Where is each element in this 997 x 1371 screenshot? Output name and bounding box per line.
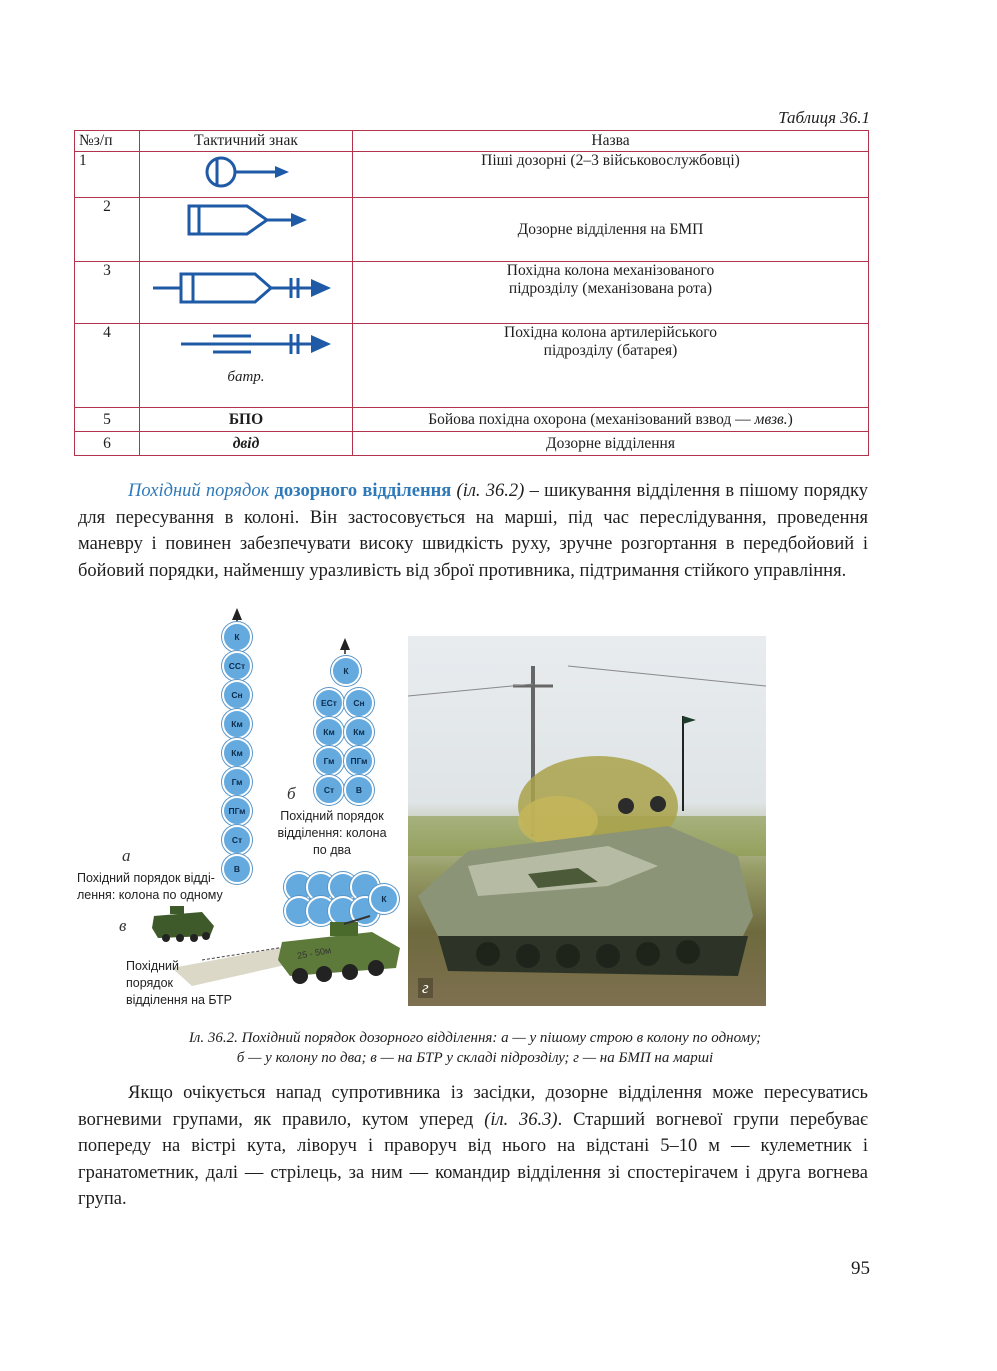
label-b: [267, 808, 397, 859]
soldier-circle: Гм: [222, 767, 252, 797]
term-italic: Похідний порядок: [128, 481, 270, 501]
caption-line: Іл. 36.2. Похідний порядок дозорного відділення: а — у пішому строю в колону по одному;: [188, 1030, 762, 1046]
row-name: Дозорне відділення: [353, 432, 869, 456]
row-number: 1: [75, 152, 140, 198]
table-caption: Таблиця 36.1: [778, 108, 870, 127]
figure-caption: [120, 1028, 830, 1068]
label-line: Похідний: [126, 959, 179, 973]
row-name: [353, 262, 869, 324]
label-a-letter: а: [122, 846, 131, 865]
sign-foot-patrol-icon: [140, 152, 353, 198]
row-name-line: Похідна колона механізованого: [506, 262, 715, 279]
row-number: 3: [75, 262, 140, 324]
soldier-circle: Км: [314, 717, 344, 747]
soldier-circle: ПГм: [222, 796, 252, 826]
soldier-circle: К: [369, 884, 399, 914]
soldier-circle: К: [222, 622, 252, 652]
bmp-vehicle-image: [408, 636, 766, 1006]
table-row: [75, 324, 869, 408]
soldier-circle: Сн: [344, 688, 374, 718]
row-name: [353, 408, 869, 432]
row-name-abbr: мвзв.: [754, 410, 788, 428]
label-line: порядок: [126, 976, 174, 990]
paragraph-1: [78, 478, 868, 584]
soldier-circle: Км: [222, 709, 252, 739]
sign-mechanized-column-icon: [140, 262, 353, 324]
label-line: Похідний порядок відді-: [77, 871, 215, 885]
soldier-circle: К: [331, 656, 361, 686]
paragraph-text: Якщо очікується напад супротивника із засідки, дозорне відділення може пересуватись вогневими групами, як правило, кутом уперед: [78, 1083, 868, 1130]
label-line: лення: колона по одному: [77, 888, 223, 902]
label-v: [126, 958, 316, 1009]
header-number: №з/п: [75, 131, 140, 152]
soldier-circle: Км: [222, 738, 252, 768]
row-name-text: Бойова похідна охорона (механізований взвод —: [428, 410, 755, 428]
soldier-circle: Км: [344, 717, 374, 747]
sign-artillery-column-icon: [140, 324, 353, 408]
soldier-circle: Ст: [314, 775, 344, 805]
tactical-signs-table: [74, 130, 869, 456]
soldier-circle: В: [344, 775, 374, 805]
row-name-line: Похідна колона артилерійського: [504, 324, 717, 341]
row-name-line: підрозділу (механізована рота): [508, 280, 713, 297]
figure-reference: (іл. 36.2): [456, 481, 525, 501]
page-number: 95: [851, 1258, 870, 1279]
sign-bmp-patrol-icon: [140, 198, 353, 262]
row-number: 6: [75, 432, 140, 456]
label-g-letter: г: [418, 978, 433, 998]
label-line: по два: [313, 843, 351, 857]
row-number: 2: [75, 198, 140, 262]
label-line: відділення на БТР: [126, 993, 233, 1007]
label-b-letter: б: [287, 784, 296, 803]
row-name: Дозорне відділення на БМП: [353, 198, 869, 262]
caption-line: б — у колону по два; в — на БТР у складі підрозділу; г — на БМП на марші: [236, 1050, 714, 1066]
table-row: [75, 152, 869, 198]
distance-label: 25 - 50м: [296, 945, 332, 961]
label-v-letter: в: [119, 916, 127, 935]
row-number: 4: [75, 324, 140, 408]
label-line: відділення: колона: [277, 826, 387, 840]
soldier-circle: ЕСт: [314, 688, 344, 718]
row-name-tail: ): [787, 410, 793, 428]
figure-36-2: [72, 608, 772, 1018]
table-row: [75, 408, 869, 432]
soldier-circle: ССт: [222, 651, 252, 681]
row-name: [353, 324, 869, 408]
header-sign: Тактичний знак: [140, 131, 353, 152]
figure-reference: (іл. 36.3): [484, 1109, 558, 1130]
paragraph-text: – шикування відділення в пішому порядку для пересування в колоні. Він застосовується на марші, під час переслідування, проведення маневру і повинен забезпечувати високу швидкість руху, зручне розгортання в передбойовий і бойовий порядки, найменшу уразливість від зброї противника, підтримання стійкого управління.: [78, 481, 869, 581]
soldier-circle: Сн: [222, 680, 252, 710]
label-line: Похідний порядок: [280, 809, 384, 823]
row-number: 5: [75, 408, 140, 432]
table-row: [75, 198, 869, 262]
soldier-circle: В: [222, 854, 252, 884]
row-name: Піші дозорні (2–3 військовослужбовці): [353, 152, 869, 198]
arrow-up-icon: [340, 638, 350, 654]
header-name: Назва: [353, 131, 869, 152]
table-row: [75, 432, 869, 456]
table-header-row: [75, 131, 869, 152]
paragraph-2: [78, 1080, 868, 1213]
sign-text: двід: [140, 432, 353, 456]
soldier-circle: Гм: [314, 746, 344, 776]
sign-text: БПО: [140, 408, 353, 432]
term-bold: дозорного відділення: [274, 481, 452, 501]
soldier-circle: ПГм: [344, 746, 374, 776]
sign-text: батр.: [227, 369, 265, 385]
paragraph-text: . Старший вогневої групи перебуває попереду на вістрі кута, ліворуч і праворуч від нього на відстані 5–10 м — кулеметник і гранатометник, далі — стрілець, за ним — командир відділення зі спостерігачем і друга вогнева група.: [78, 1109, 868, 1209]
row-name-line: підрозділу (батарея): [543, 342, 678, 359]
bmp-photo: [408, 636, 766, 1006]
soldier-circle: Ст: [222, 825, 252, 855]
table-row: [75, 262, 869, 324]
